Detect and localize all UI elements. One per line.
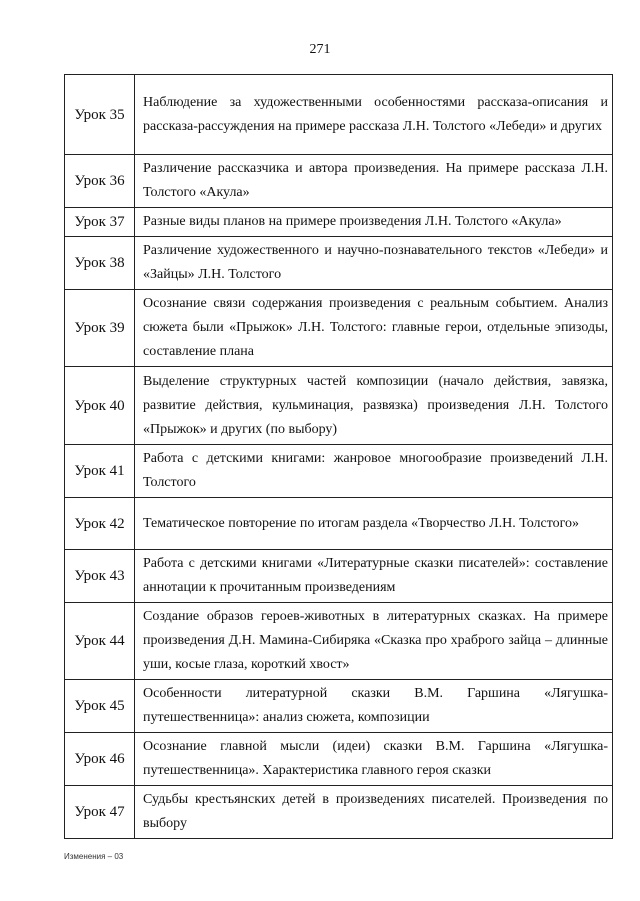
lesson-topic-cell: Работа с детскими книгами «Литературные сказки писателей»: составление аннотации к прочитанным произведениям (135, 550, 613, 603)
lesson-plan-table (64, 74, 613, 839)
lesson-topic-cell: Наблюдение за художественными особенностями рассказа-описания и рассказа-рассуждения на примере рассказа Л.Н. Толстого «Лебеди» и других (135, 75, 613, 155)
lesson-topic-cell: Разные виды планов на примере произведения Л.Н. Толстого «Акула» (135, 208, 613, 237)
lesson-topic-cell: Особенности литературной сказки В.М. Гаршина «Лягушка-путешественница»: анализ сюжета, композиции (135, 680, 613, 733)
table-row (65, 680, 613, 733)
table-row (65, 445, 613, 498)
lesson-number-cell: Урок 35 (65, 75, 135, 155)
table-row (65, 208, 613, 237)
lesson-topic-cell: Различение рассказчика и автора произведения. На примере рассказа Л.Н. Толстого «Акула» (135, 155, 613, 208)
lesson-topic-cell: Осознание связи содержания произведения с реальным событием. Анализ сюжета были «Прыжок» Л.Н. Толстого: главные герои, отдельные эпизоды, составление плана (135, 290, 613, 367)
page-number: 271 (309, 42, 331, 57)
lesson-number-cell: Урок 38 (65, 237, 135, 290)
lesson-topic-cell: Создание образов героев-животных в литературных сказках. На примере произведения Д.Н. Мамина-Сибиряка «Сказка про храброго зайца – длинные уши, косые глаза, короткий хвост» (135, 603, 613, 680)
lesson-number-cell: Урок 39 (65, 290, 135, 367)
lesson-topic-cell: Осознание главной мысли (идеи) сказки В.М. Гаршина «Лягушка-путешественница». Характеристика главного героя сказки (135, 733, 613, 786)
table-row (65, 155, 613, 208)
table-row (65, 733, 613, 786)
lesson-number-cell: Урок 36 (65, 155, 135, 208)
lesson-topic-cell: Тематическое повторение по итогам раздела «Творчество Л.Н. Толстого» (135, 498, 613, 550)
table-row (65, 290, 613, 367)
table-row (65, 786, 613, 839)
lesson-number-cell: Урок 43 (65, 550, 135, 603)
table-row (65, 603, 613, 680)
lesson-topic-cell: Различение художественного и научно-познавательного текстов «Лебеди» и «Зайцы» Л.Н. Толстого (135, 237, 613, 290)
table-row (65, 237, 613, 290)
lesson-number-cell: Урок 46 (65, 733, 135, 786)
lesson-number-cell: Урок 41 (65, 445, 135, 498)
lesson-topic-cell: Выделение структурных частей композиции (начало действия, завязка, развитие действия, кульминация, развязка) произведения Л.Н. Толстого «Прыжок» и других (по выбору) (135, 367, 613, 445)
lesson-number-cell: Урок 40 (65, 367, 135, 445)
lesson-number-cell: Урок 47 (65, 786, 135, 839)
table-row (65, 498, 613, 550)
lesson-number-cell: Урок 45 (65, 680, 135, 733)
table-row (65, 75, 613, 155)
lesson-number-cell: Урок 44 (65, 603, 135, 680)
lesson-topic-cell: Работа с детскими книгами: жанровое многообразие произведений Л.Н. Толстого (135, 445, 613, 498)
lesson-topic-cell: Судьбы крестьянских детей в произведениях писателей. Произведения по выбору (135, 786, 613, 839)
footer-revision-note: Изменения – 03 (64, 852, 124, 861)
lesson-number-cell: Урок 42 (65, 498, 135, 550)
table-row (65, 550, 613, 603)
table-row (65, 367, 613, 445)
lesson-number-cell: Урок 37 (65, 208, 135, 237)
